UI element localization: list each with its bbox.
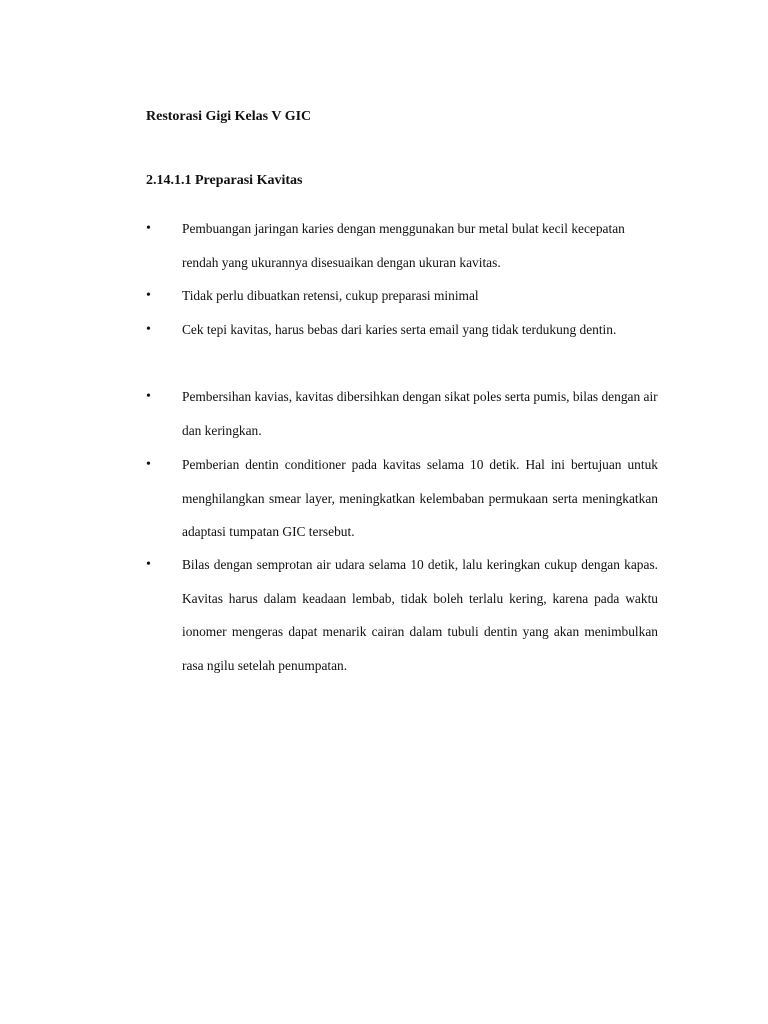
- bullet-icon: •: [146, 557, 151, 572]
- bullet-icon: •: [146, 288, 151, 303]
- list-item-text: Bilas dengan semprotan air udara selama 10 detik, lalu keringkan cukup dengan kapas. Kavitas harus dalam keadaan lembab, tidak boleh terlalu kering, karena pada waktu ionomer mengeras dapat menarik cairan dalam tubuli dentin yang akan menimbulkan rasa ngilu setelah penumpatan.: [182, 557, 658, 673]
- bullet-icon: •: [146, 221, 151, 236]
- bullet-icon: •: [146, 322, 151, 337]
- list-item-text: Pemberian dentin conditioner pada kavitas selama 10 detik. Hal ini bertujuan untuk menghilangkan smear layer, meningkatkan kelembaban permukaan serta meningkatkan adaptasi tumpatan GIC tersebut.: [182, 457, 658, 539]
- document-title: Restorasi Gigi Kelas V GIC: [146, 109, 312, 124]
- section-heading: 2.14.1.1 Preparasi Kavitas: [146, 173, 303, 188]
- list-item-text: Cek tepi kavitas, harus bebas dari karies serta email yang tidak terdukung dentin.: [182, 322, 617, 337]
- list-item-text: Pembersihan kavias, kavitas dibersihkan dengan sikat poles serta pumis, bilas dengan air dan keringkan.: [182, 389, 658, 438]
- list-item-text: Pembuangan jaringan karies dengan menggunakan bur metal bulat kecil kecepatan rendah yang ukurannya disesuaikan dengan ukuran kavitas.: [182, 221, 625, 270]
- list-item-text: Tidak perlu dibuatkan retensi, cukup preparasi minimal: [182, 288, 479, 303]
- bullet-icon: •: [146, 457, 151, 472]
- bullet-icon: •: [146, 389, 151, 404]
